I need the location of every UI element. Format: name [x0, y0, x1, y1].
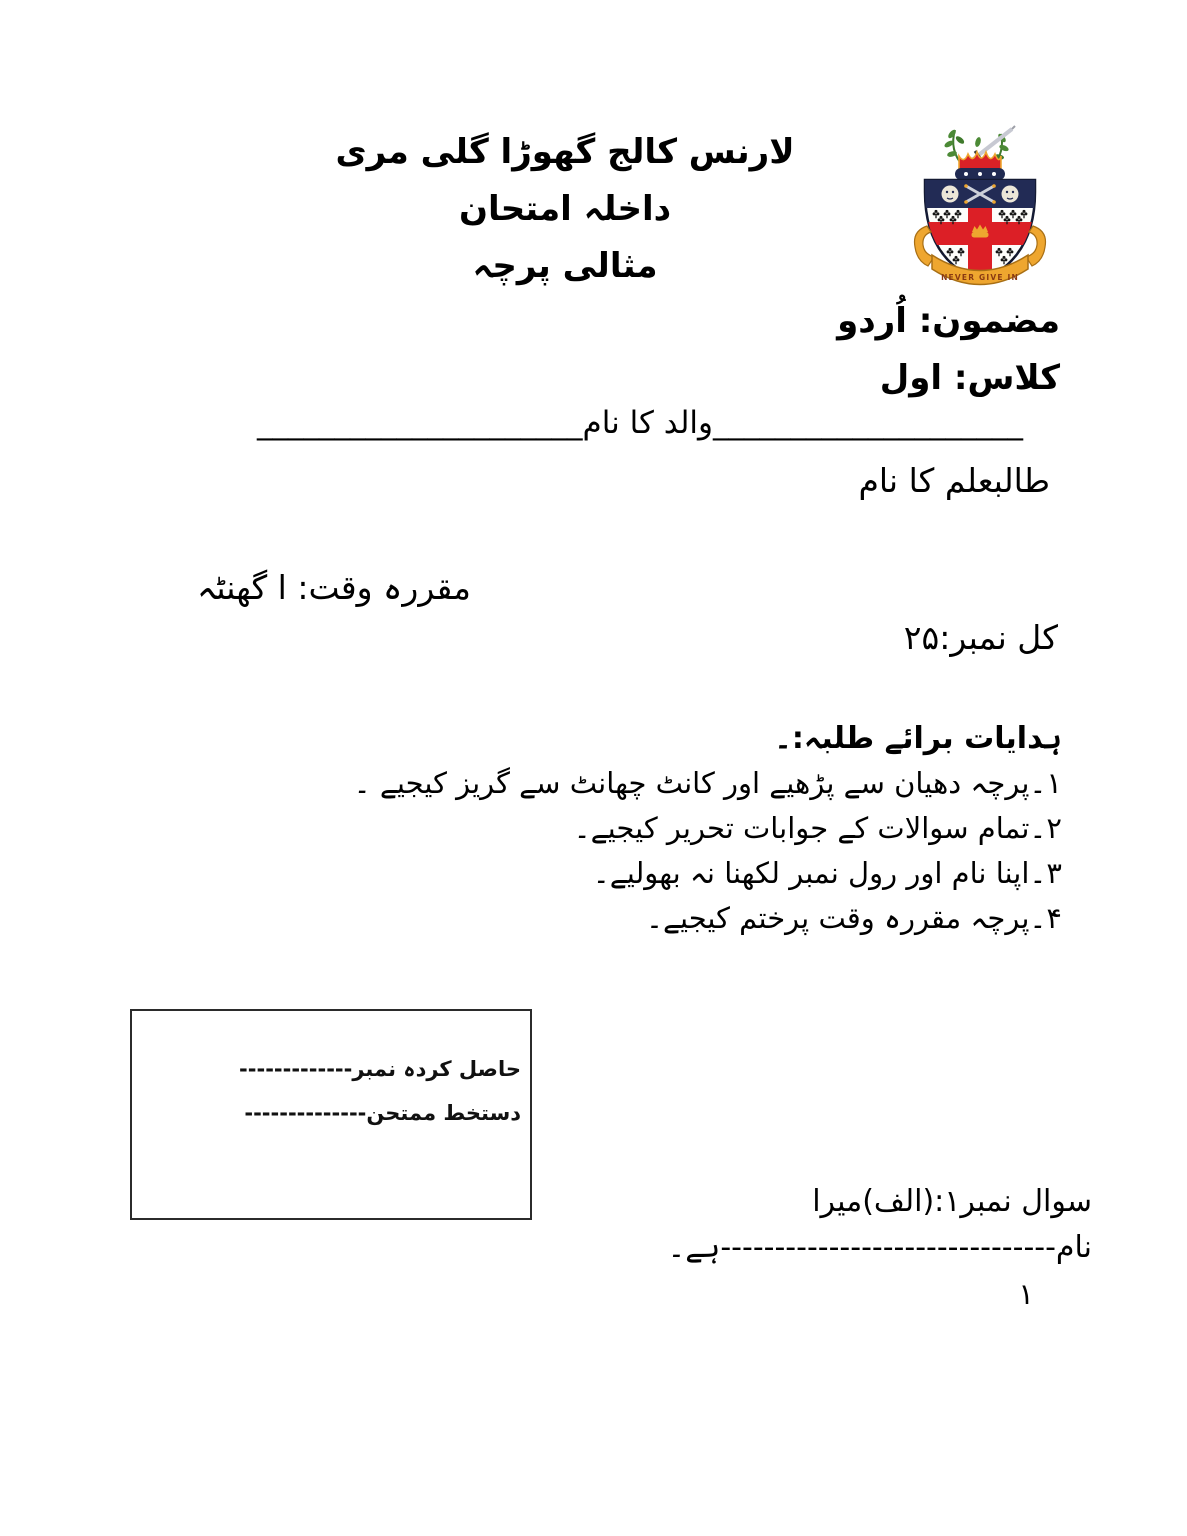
crest-torse-icon — [955, 168, 1005, 180]
question-1-marks: ۱ — [1018, 1277, 1034, 1311]
exam-type-title: داخلہ امتحان — [458, 189, 672, 229]
father-name-blank-line: ____________________والد کا نام_____________________ — [257, 405, 1023, 441]
crest-leopard-face-icon — [942, 186, 959, 203]
obtained-marks-label: حاصل کردہ نمبر------------- — [239, 1057, 521, 1081]
college-crest-icon — [905, 122, 1055, 300]
examiner-signature-label: دستخط ممتحن-------------- — [244, 1101, 521, 1125]
instruction-item-3: ۳۔اپنا نام اور رول نمبر لکھنا نہ بھولیے۔ — [592, 856, 1062, 890]
instructions-heading: ہدایات برائے طلبہ:۔ — [774, 721, 1062, 756]
student-name-label: طالبعلم کا نام — [858, 461, 1050, 500]
instruction-item-4: ۴۔پرچہ مقررہ وقت پرختم کیجیے۔ — [645, 901, 1062, 935]
crest-leopard-face-icon — [1002, 186, 1019, 203]
paper-title-block — [255, 124, 875, 295]
subject-label: مضمون: اُردو — [837, 301, 1060, 341]
crest-motto-text: NEVER GIVE IN — [941, 273, 1019, 282]
paper-type-title: مثالی پرچہ — [472, 246, 658, 286]
score-box — [130, 1009, 532, 1220]
allotted-time-label: مقررہ وقت: ا گھنٹہ — [197, 568, 471, 607]
question-1-text: سوال نمبر۱:(الف)میرا — [812, 1184, 1092, 1219]
question-1-block — [668, 1179, 1092, 1317]
instruction-item-2: ۲۔تمام سوالات کے جوابات تحریر کیجیے۔ — [573, 811, 1062, 845]
instructions-block — [354, 716, 1062, 941]
class-label: کلاس: اول — [879, 358, 1060, 398]
subject-class-block — [837, 293, 1060, 407]
question-1-blank-line: نام-------------------------------ہے۔ — [667, 1230, 1092, 1265]
college-name-title: لارنس کالج گھوڑا گلی مری — [335, 132, 795, 172]
total-marks-label: کل نمبر:۲۵ — [903, 618, 1058, 657]
instruction-item-1: ۱۔پرچہ دھیان سے پڑھیے اور کانٹ چھانٹ سے گریز کیجیے ۔ — [353, 766, 1062, 800]
